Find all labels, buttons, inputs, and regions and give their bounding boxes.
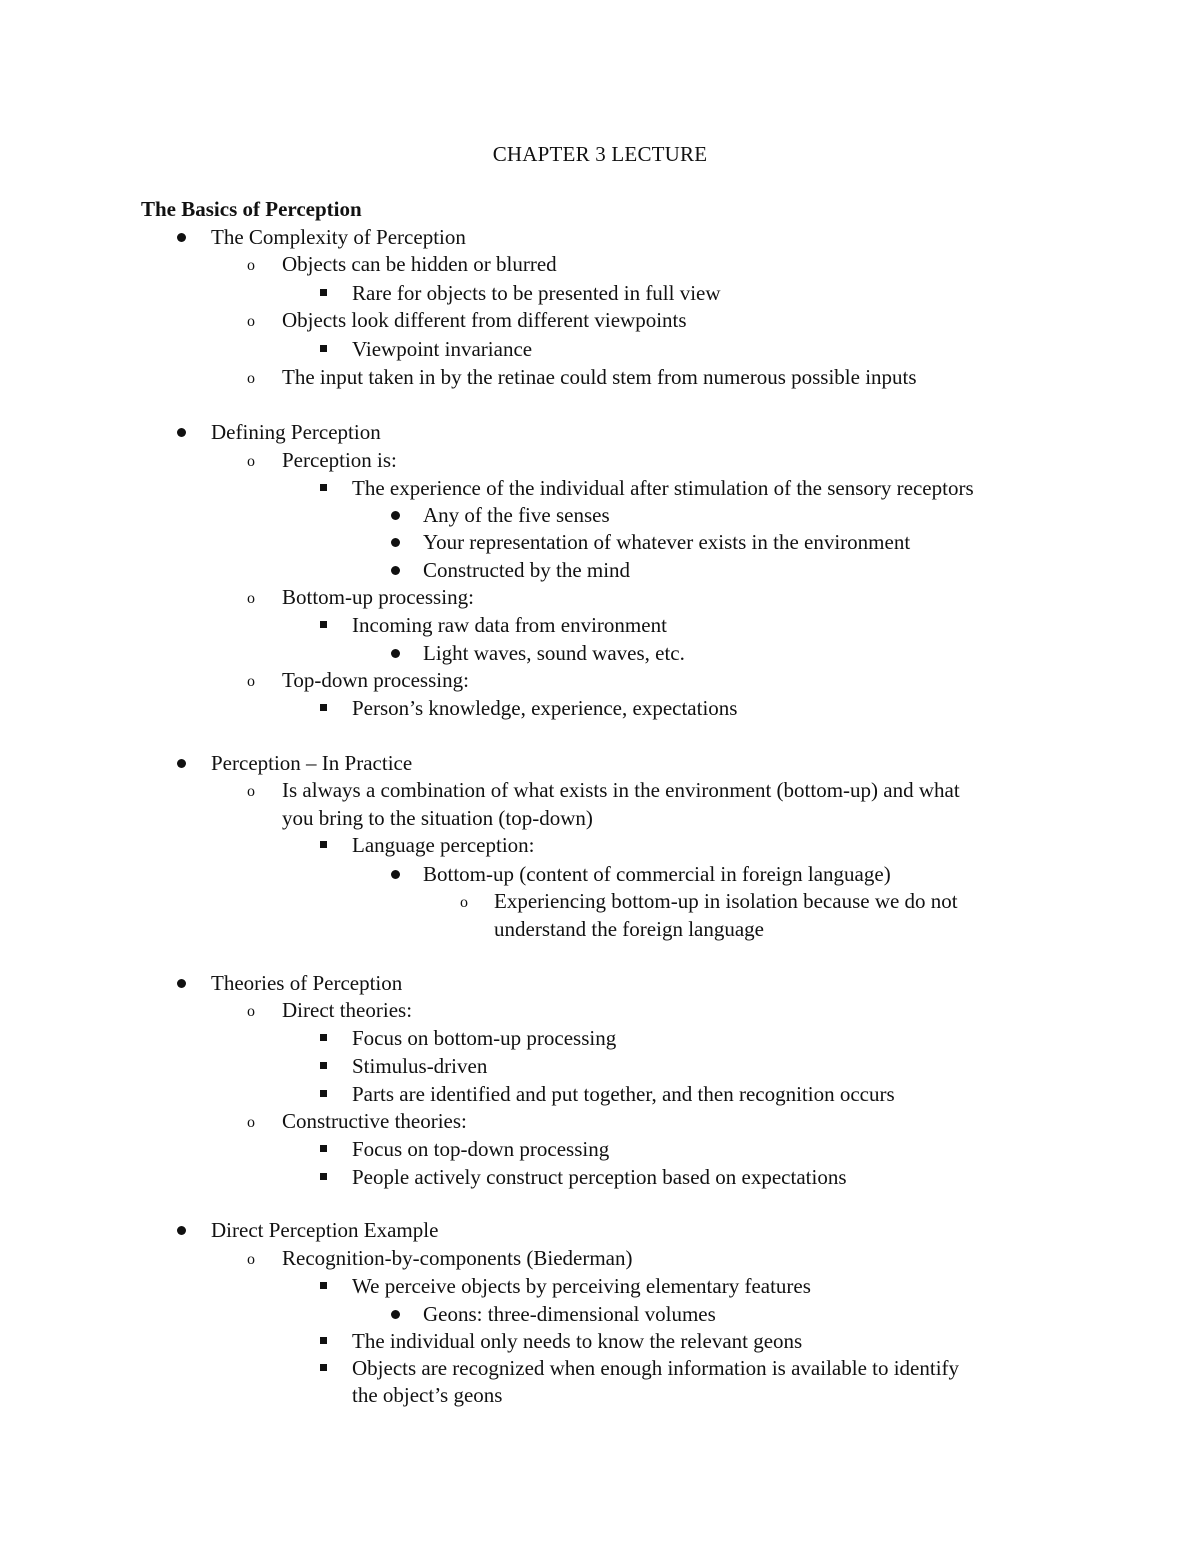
outline-item-text: Theories of Perception xyxy=(211,971,403,995)
outline-item-text: Constructed by the mind xyxy=(423,558,631,582)
outline-item xyxy=(0,1217,1200,1244)
outline-item xyxy=(0,640,1200,667)
outline-item-text: Top-down processing: xyxy=(282,668,469,692)
outline-item xyxy=(0,667,1200,694)
outline-item-text: the object’s geons xyxy=(352,1383,503,1407)
outline-item xyxy=(0,475,1200,502)
bullet-circle-icon: o xyxy=(247,370,255,387)
outline-item xyxy=(0,584,1200,611)
outline-item-text: People actively construct perception based on expectations xyxy=(352,1165,847,1189)
outline-item-text: Recognition-by-components (Biederman) xyxy=(282,1246,633,1270)
outline-item xyxy=(0,419,1200,446)
outline-item xyxy=(0,970,1200,997)
bullet-circle-icon: o xyxy=(247,257,255,274)
outline-item-text: Direct Perception Example xyxy=(211,1218,439,1242)
outline-item xyxy=(0,1355,1200,1382)
outline-item-text: The input taken in by the retinae could stem from numerous possible inputs xyxy=(282,365,917,389)
outline-item-text: Objects look different from different viewpoints xyxy=(282,308,687,332)
outline-item xyxy=(0,805,1200,832)
outline-item xyxy=(0,695,1200,722)
outline-item xyxy=(0,916,1200,943)
outline-item-text: Bottom-up (content of commercial in foreign language) xyxy=(423,862,891,886)
bullet-circle-icon: o xyxy=(460,894,468,911)
bullet-circle-icon: o xyxy=(247,590,255,607)
outline-item-text: Direct theories: xyxy=(282,998,413,1022)
outline-item xyxy=(0,529,1200,556)
outline-item-text: Geons: three-dimensional volumes xyxy=(423,1302,716,1326)
bullet-circle-icon: o xyxy=(247,673,255,690)
outline-item-text: you bring to the situation (top-down) xyxy=(282,806,593,830)
bullet-circle-icon: o xyxy=(247,1251,255,1268)
section-heading: The Basics of Perception xyxy=(141,197,362,221)
outline-item-text: The Complexity of Perception xyxy=(211,225,466,249)
outline-item-text: Language perception: xyxy=(352,833,535,857)
outline-item xyxy=(0,832,1200,859)
outline-item xyxy=(0,997,1200,1024)
outline-item xyxy=(0,1025,1200,1052)
outline-item-text: The experience of the individual after stimulation of the sensory receptors xyxy=(352,476,974,500)
outline-item-text: Constructive theories: xyxy=(282,1109,467,1133)
outline-item xyxy=(0,1081,1200,1108)
outline-item-text: understand the foreign language xyxy=(494,917,764,941)
bullet-circle-icon: o xyxy=(247,453,255,470)
bullet-circle-icon: o xyxy=(247,313,255,330)
outline-item xyxy=(0,1164,1200,1191)
bullet-circle-icon: o xyxy=(247,1003,255,1020)
outline-item xyxy=(0,1245,1200,1272)
outline-item-text: Experiencing bottom-up in isolation because we do not xyxy=(494,889,958,913)
outline-item xyxy=(0,224,1200,251)
outline-item-text: Bottom-up processing: xyxy=(282,585,474,609)
outline-item-text: Your representation of whatever exists in the environment xyxy=(423,530,911,554)
outline-item xyxy=(0,502,1200,529)
outline-item xyxy=(0,1053,1200,1080)
outline-item-text: We perceive objects by perceiving elementary features xyxy=(352,1274,811,1298)
outline-item-text: The individual only needs to know the relevant geons xyxy=(352,1329,803,1353)
outline-item-text: Viewpoint invariance xyxy=(352,337,533,361)
outline-item-text: Defining Perception xyxy=(211,420,381,444)
outline-item xyxy=(0,777,1200,804)
outline-item xyxy=(0,750,1200,777)
outline-item xyxy=(0,336,1200,363)
outline-item xyxy=(0,861,1200,888)
outline-item xyxy=(0,888,1200,915)
outline-item xyxy=(0,1136,1200,1163)
outline-item-text: Is always a combination of what exists in the environment (bottom-up) and what xyxy=(282,778,960,802)
outline-item-text: Stimulus-driven xyxy=(352,1054,488,1078)
outline-item-text: Parts are identified and put together, and then recognition occurs xyxy=(352,1082,895,1106)
outline-item xyxy=(0,557,1200,584)
bullet-circle-icon: o xyxy=(247,1114,255,1131)
outline-item-text: Perception – In Practice xyxy=(211,751,413,775)
outline-item-text: Light waves, sound waves, etc. xyxy=(423,641,685,665)
outline-item xyxy=(0,251,1200,278)
outline-item xyxy=(0,1382,1200,1409)
outline-item xyxy=(0,280,1200,307)
outline-item-text: Person’s knowledge, experience, expectations xyxy=(352,696,738,720)
outline-item xyxy=(0,447,1200,474)
outline-item xyxy=(0,1301,1200,1328)
outline-item xyxy=(0,307,1200,334)
bullet-circle-icon: o xyxy=(247,783,255,800)
outline-item xyxy=(0,364,1200,391)
outline-item-text: Focus on top-down processing xyxy=(352,1137,610,1161)
outline-item-text: Rare for objects to be presented in full view xyxy=(352,281,721,305)
outline-item xyxy=(0,612,1200,639)
outline-item-text: Incoming raw data from environment xyxy=(352,613,667,637)
outline-item-text: Perception is: xyxy=(282,448,397,472)
outline-item-text: Any of the five senses xyxy=(423,503,610,527)
outline-item-text: Objects are recognized when enough information is available to identify xyxy=(352,1356,960,1380)
outline-item xyxy=(0,1328,1200,1355)
document-title: CHAPTER 3 LECTURE xyxy=(492,142,708,166)
outline-item-text: Focus on bottom-up processing xyxy=(352,1026,617,1050)
outline-item-text: Objects can be hidden or blurred xyxy=(282,252,557,276)
outline-item xyxy=(0,1273,1200,1300)
outline-item xyxy=(0,1108,1200,1135)
